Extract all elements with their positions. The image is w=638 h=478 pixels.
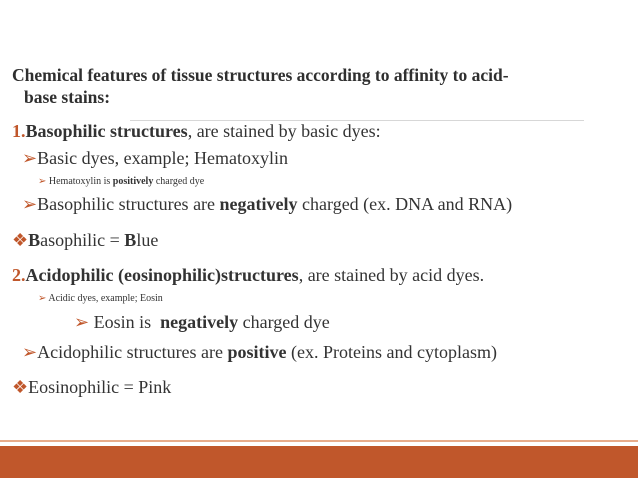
- item-bold-text: positively: [112, 176, 154, 187]
- item-bold-text: negatively: [160, 312, 239, 332]
- item-text: Acidic dyes, example; Eosin: [48, 293, 163, 304]
- footer-accent-line: [0, 440, 638, 442]
- item-bold-text: positive: [227, 342, 287, 362]
- item-text: charged dye: [238, 312, 330, 332]
- item-bold-text: B: [124, 230, 137, 250]
- title-line-1: Chemical features of tissue structures according to affinity to acid-: [12, 65, 509, 85]
- arrow-bullet-icon: ➢: [38, 293, 47, 304]
- item-text: Basophilic structures are: [37, 194, 220, 214]
- item-text: (ex. Proteins and cytoplasm): [286, 342, 498, 362]
- arrow-bullet-icon: ➢: [22, 148, 38, 168]
- item-basophilic-negative: [22, 194, 512, 215]
- item-eosin-charge: [74, 312, 330, 333]
- item-text: Eosin is: [89, 312, 161, 332]
- item-text: Hematoxylin is: [48, 176, 113, 187]
- item-bold-text: B: [28, 230, 41, 250]
- item-text: charged dye: [153, 176, 205, 187]
- item-text: Eosinophilic = Pink: [28, 377, 172, 397]
- item-text: Acidophilic structures are: [37, 342, 228, 362]
- item-number: 1.: [12, 121, 26, 141]
- arrow-bullet-icon: ➢: [38, 176, 47, 187]
- item-number: 2.: [12, 265, 26, 285]
- slide-title: [12, 64, 624, 108]
- diamond-bullet-icon: ❖: [12, 377, 29, 397]
- item-basophilic-heading: [12, 121, 381, 142]
- arrow-bullet-icon: ➢: [22, 194, 38, 214]
- item-acidophilic-positive: [22, 342, 497, 363]
- item-text: charged (ex. DNA and RNA): [297, 194, 513, 214]
- item-bold-text: negatively: [219, 194, 298, 214]
- item-hematoxylin-charge: [38, 176, 204, 187]
- item-acidophilic-heading: [12, 265, 484, 286]
- item-bold-text: Acidophilic (eosinophilic)structures: [25, 265, 299, 285]
- item-text: asophilic =: [40, 230, 125, 250]
- item-acidic-dyes: [38, 293, 163, 304]
- item-basic-dyes: [22, 148, 288, 169]
- item-text: , are stained by acid dyes.: [298, 265, 485, 285]
- diamond-bullet-icon: ❖: [12, 230, 29, 250]
- item-eosinophilic-pink: [12, 377, 171, 398]
- item-basophilic-blue: [12, 230, 158, 251]
- title-line-2: base stains:: [24, 87, 111, 107]
- item-text: , are stained by basic dyes:: [187, 121, 381, 141]
- item-text: lue: [136, 230, 159, 250]
- item-bold-text: Basophilic structures: [25, 121, 188, 141]
- footer-bar: [0, 446, 638, 478]
- arrow-bullet-icon: ➢: [74, 312, 90, 332]
- arrow-bullet-icon: ➢: [22, 342, 38, 362]
- item-text: Basic dyes, example; Hematoxylin: [37, 148, 289, 168]
